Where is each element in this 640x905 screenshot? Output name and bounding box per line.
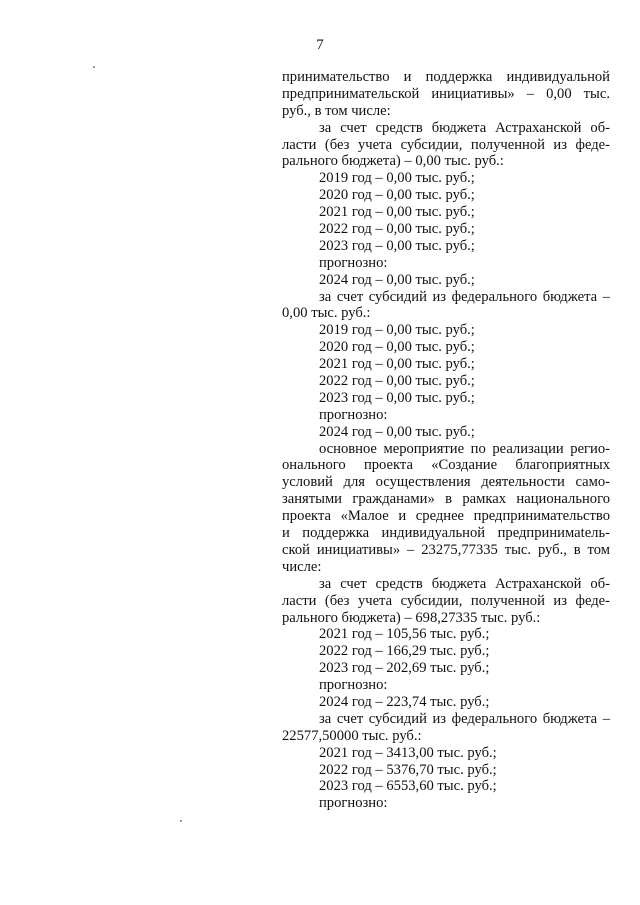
text-line: 2019 год – 0,00 тыс. руб.; [319, 322, 475, 339]
text-line: условий для осуществления деятельности само- [282, 474, 610, 491]
text-line: 2020 год – 0,00 тыс. руб.; [319, 339, 475, 356]
text-line: ской инициативы» – 23275,77335 тыс. руб., в том [282, 541, 610, 558]
scan-speck [93, 66, 95, 68]
text-line: проекта «Малое и среднее предпринимательство [282, 508, 610, 525]
text-line: 2022 год – 0,00 тыс. руб.; [319, 373, 475, 390]
text-line: 2022 год – 0,00 тыс. руб.; [319, 221, 475, 238]
text-line: занятыми гражданами» в рамках национального [282, 491, 610, 508]
text-line: ласти (без учета субсидии, полученной из феде- [282, 136, 610, 153]
text-line: 2022 год – 166,29 тыс. руб.; [319, 643, 490, 660]
text-line: предпринимательской инициативы» – 0,00 тыс. [282, 85, 610, 102]
text-line: рального бюджета) – 0,00 тыс. руб.: [282, 153, 504, 170]
text-line: основное мероприятие по реализации регио- [319, 440, 610, 457]
text-line: 2022 год – 5376,70 тыс. руб.; [319, 761, 497, 778]
text-line: прогнозно: [319, 254, 388, 271]
text-line: онального проекта «Создание благоприятных [282, 457, 610, 474]
text-line: 2021 год – 0,00 тыс. руб.; [319, 204, 475, 221]
text-line: 2021 год – 3413,00 тыс. руб.; [319, 744, 497, 761]
text-line: 2023 год – 0,00 тыс. руб.; [319, 389, 475, 406]
text-line: 2023 год – 0,00 тыс. руб.; [319, 237, 475, 254]
text-line: принимательство и поддержка индивидуальной [282, 69, 610, 85]
text-line: за счет средств бюджета Астраханской об- [319, 119, 610, 136]
text-line: 2019 год – 0,00 тыс. руб.; [319, 170, 475, 187]
text-line: 2023 год – 6553,60 тыс. руб.; [319, 778, 497, 795]
text-line: 0,00 тыс. руб.: [282, 305, 371, 322]
text-line: за счет средств бюджета Астраханской об- [319, 575, 610, 592]
text-line: прогнозно: [319, 406, 388, 423]
text-line: за счет субсидий из федерального бюджета – [319, 288, 610, 305]
text-line: рального бюджета) – 698,27335 тыс. руб.: [282, 609, 541, 626]
text-line: руб., в том числе: [282, 102, 391, 119]
text-line: прогнозно: [319, 795, 388, 812]
text-line: 2021 год – 105,56 тыс. руб.; [319, 626, 490, 643]
text-line: 22577,50000 тыс. руб.: [282, 727, 422, 744]
text-line: 2021 год – 0,00 тыс. руб.; [319, 356, 475, 373]
text-line: за счет субсидий из федерального бюджета – [319, 710, 610, 727]
page-number: 7 [316, 37, 324, 53]
text-line: ласти (без учета субсидии, полученной из феде- [282, 592, 610, 609]
document-body [282, 69, 610, 812]
text-line: 2023 год – 202,69 тыс. руб.; [319, 660, 490, 677]
text-line: 2024 год – 223,74 тыс. руб.; [319, 693, 490, 710]
text-line: прогнозно: [319, 677, 388, 694]
text-line: числе: [282, 558, 322, 575]
text-line: и поддержка индивидуальной предпринимatель- [282, 525, 610, 542]
text-line: 2024 год – 0,00 тыс. руб.; [319, 423, 475, 440]
scan-speck [180, 820, 182, 822]
text-line: 2024 год – 0,00 тыс. руб.; [319, 271, 475, 288]
text-line: 2020 год – 0,00 тыс. руб.; [319, 187, 475, 204]
